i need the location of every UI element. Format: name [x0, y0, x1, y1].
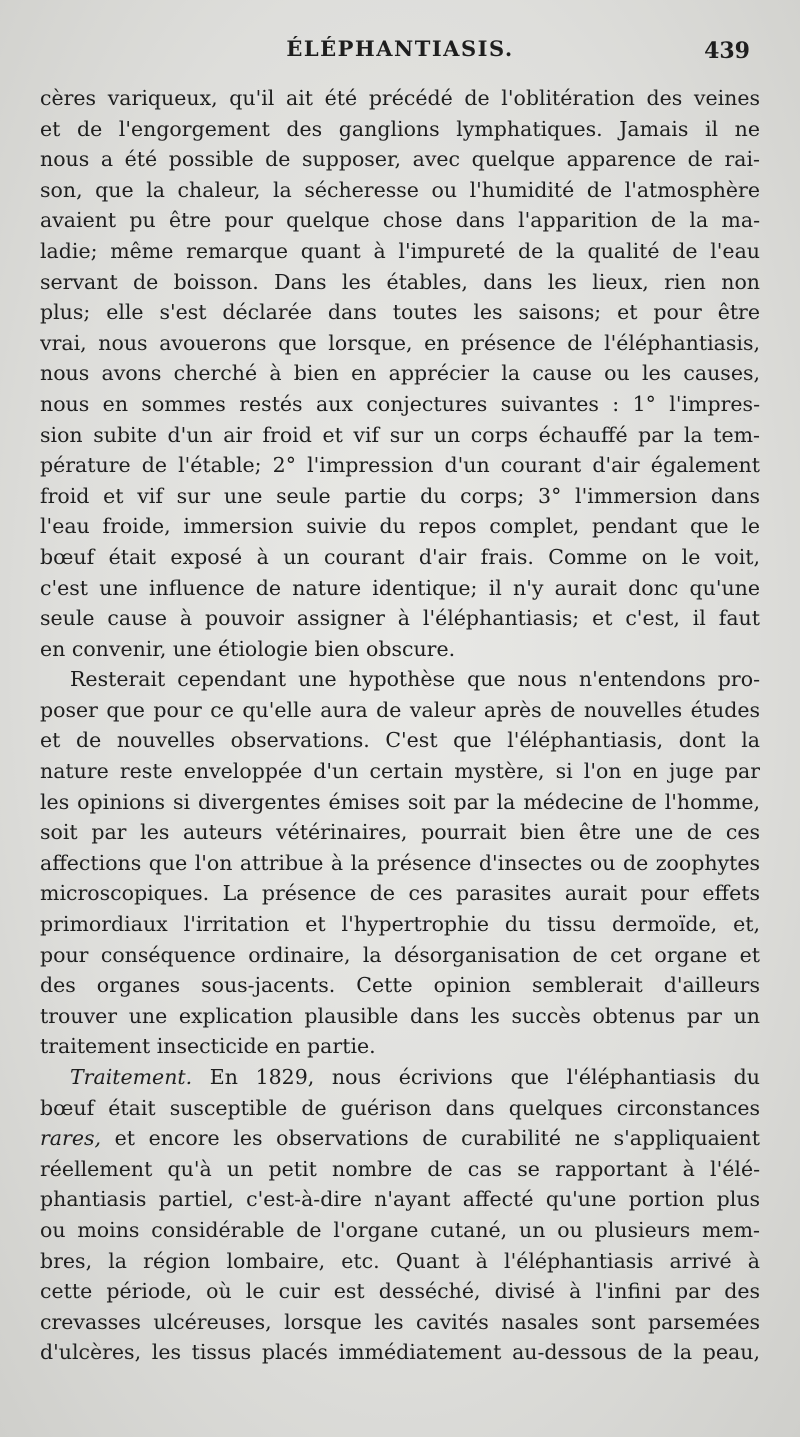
- text-line: et de l'engorgement des ganglions lymphatiques. Jamais il ne: [40, 116, 760, 141]
- text-line: traitement insecticide en partie.: [40, 1034, 376, 1059]
- text-line: vrai, nous avouerons que lorsque, en présence de l'éléphantiasis,: [40, 330, 760, 355]
- text-line: primordiaux l'irritation et l'hypertrophie du tissu dermoïde, et,: [40, 912, 760, 937]
- text-span: En 1829, nous écrivions que l'éléphantiasis du: [192, 1065, 760, 1089]
- page-number: 439: [704, 38, 750, 64]
- text-line: des organes sous-jacents. Cette opinion semblerait d'ailleurs: [40, 973, 760, 998]
- text-line: bres, la région lombaire, etc. Quant à l'éléphantiasis arrivé à: [40, 1248, 760, 1273]
- text-span: et encore les observations de curabilité ne s'appliquaient: [101, 1126, 760, 1151]
- text-line: d'ulcères, les tissus placés immédiatement au-dessous de la peau,: [40, 1340, 760, 1365]
- text-line: pérature de l'étable; 2° l'impression d'un courant d'air également: [40, 453, 760, 478]
- text-line: Resterait cependant une hypothèse que nous n'entendons pro-: [70, 667, 760, 692]
- text-line: nous en sommes restés aux conjectures suivantes : 1° l'impres-: [40, 391, 760, 416]
- text-line: sion subite d'un air froid et vif sur un corps échauffé par la tem-: [40, 422, 760, 447]
- text-line: [40, 1062, 760, 1093]
- text-line: réellement qu'à un petit nombre de cas se rapportant à l'élé-: [40, 1156, 760, 1181]
- body-text: [40, 83, 760, 1368]
- text-line: plus; elle s'est déclarée dans toutes les saisons; et pour être: [40, 300, 760, 325]
- text-line: froid et vif sur une seule partie du corps; 3° l'immersion dans: [40, 483, 760, 508]
- running-title: ÉLÉPHANTIASIS.: [286, 36, 514, 61]
- text-line: les opinions si divergentes émises soit par la médecine de l'homme,: [40, 789, 760, 814]
- text-line: microscopiques. La présence de ces parasites aurait pour effets: [40, 881, 760, 906]
- paragraph-3: [40, 1062, 760, 1368]
- text-line: nature reste enveloppée d'un certain mystère, si l'on en juge par: [40, 759, 760, 784]
- text-line: ou moins considérable de l'organe cutané, un ou plusieurs mem-: [40, 1217, 760, 1242]
- text-line: phantiasis partiel, c'est-à-dire n'ayant affecté qu'une portion plus: [40, 1187, 760, 1212]
- text-line: cette période, où le cuir est desséché, divisé à l'infini par des: [40, 1279, 760, 1304]
- text-line: bœuf était exposé à un courant d'air frais. Comme on le voit,: [40, 544, 760, 569]
- text-line: ladie; même remarque quant à l'impureté de la qualité de l'eau: [40, 238, 760, 263]
- text-line: bœuf était susceptible de guérison dans quelques circonstances: [40, 1095, 760, 1120]
- text-line: nous avons cherché à bien en apprécier la cause ou les causes,: [40, 361, 760, 386]
- text-line: pour conséquence ordinaire, la désorganisation de cet organe et: [40, 942, 760, 967]
- text-line: soit par les auteurs vétérinaires, pourrait bien être une de ces: [40, 820, 760, 845]
- text-line: nous a été possible de supposer, avec quelque apparence de rai-: [40, 147, 760, 172]
- text-line: poser que pour ce qu'elle aura de valeur après de nouvelles études: [40, 697, 760, 722]
- text-line: crevasses ulcéreuses, lorsque les cavités nasales sont parsemées: [40, 1309, 760, 1334]
- text-line: trouver une explication plausible dans les succès obtenus par un: [40, 1003, 760, 1028]
- page-header: [0, 36, 800, 72]
- text-line: cères variqueux, qu'il ait été précédé de l'oblitération des veines: [40, 86, 760, 110]
- italic-word: rares,: [40, 1126, 101, 1151]
- text-line: en convenir, une étiologie bien obscure.: [40, 636, 456, 661]
- text-line: affections que l'on attribue à la présence d'insectes ou de zoophytes: [40, 850, 760, 875]
- text-line: c'est une influence de nature identique; il n'y aurait donc qu'une: [40, 575, 760, 600]
- text-line: seule cause à pouvoir assigner à l'éléphantiasis; et c'est, il faut: [40, 606, 760, 631]
- text-line: et de nouvelles observations. C'est que l'éléphantiasis, dont la: [40, 728, 760, 753]
- paragraph-1: [40, 83, 760, 664]
- text-line: servant de boisson. Dans les étables, dans les lieux, rien non: [40, 269, 760, 294]
- text-line: son, que la chaleur, la sécheresse ou l'humidité de l'atmosphère: [40, 177, 760, 202]
- paragraph-2: [40, 664, 760, 1062]
- text-line: l'eau froide, immersion suivie du repos complet, pendant que le: [40, 514, 760, 539]
- text-line: avaient pu être pour quelque chose dans l'apparition de la ma-: [40, 208, 760, 233]
- section-heading-traitement: Traitement.: [70, 1065, 193, 1089]
- text-line: [40, 1123, 760, 1154]
